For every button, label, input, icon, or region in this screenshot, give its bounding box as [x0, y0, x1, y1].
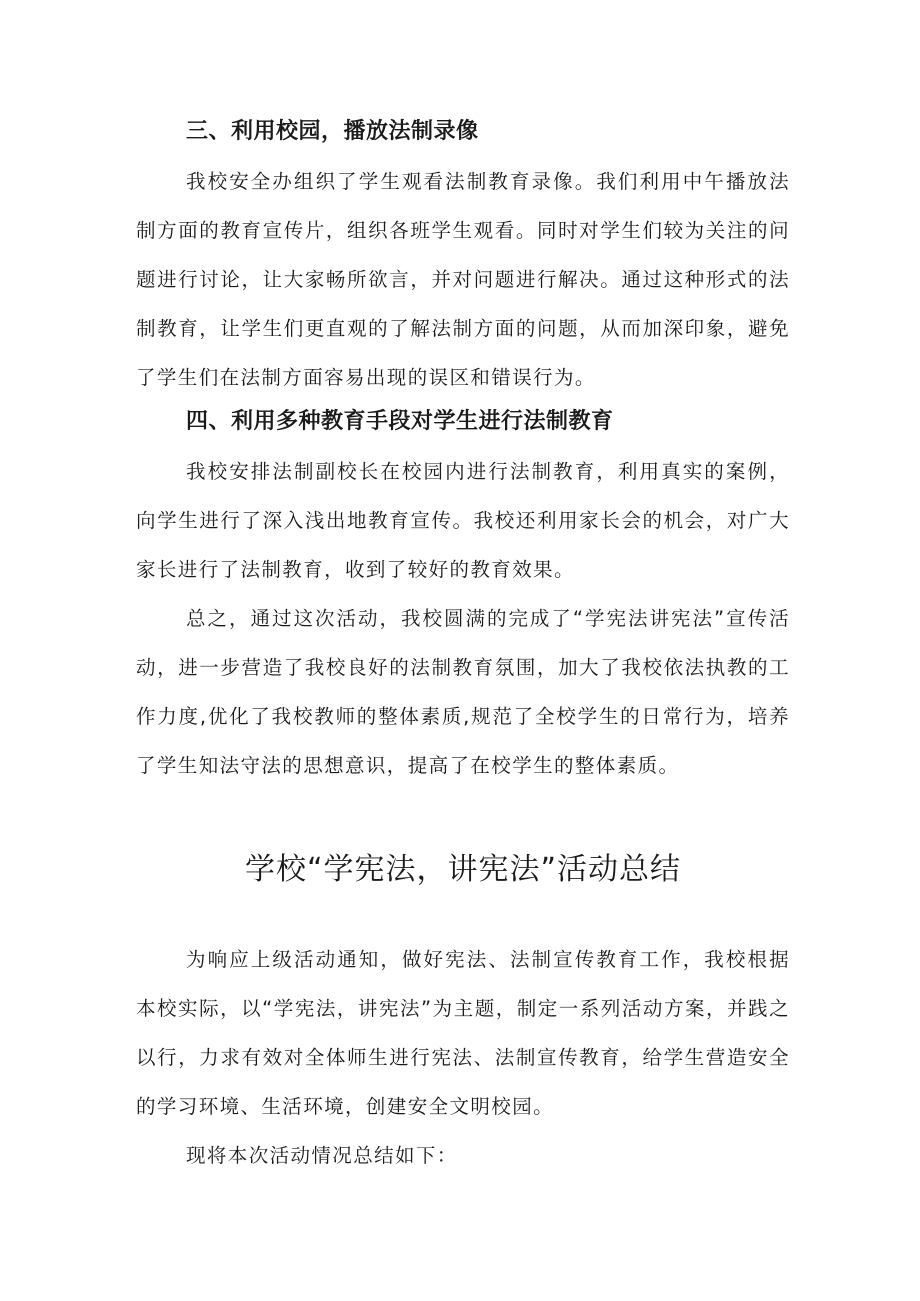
paragraph: 为响应上级活动通知，做好宪法、法制宣传教育工作，我校根据本校实际，以“学宪法，讲宪法”为主题，制定一系列活动方案，并践之以行，力求有效对全体师生进行宪法、法制宣传教育，给学生营造安全的学习环境、生活环境，创建安全文明校园。 — [136, 948, 790, 1118]
paragraph: 我校安排法制副校长在校园内进行法制教育，利用真实的案例，向学生进行了深入浅出地教育宣传。我校还利用家长会的机会，对广大家长进行了法制教育，收到了较好的教育效果。 — [136, 460, 790, 581]
paragraph: 我校安全办组织了学生观看法制教育录像。我们利用中午播放法制方面的教育宣传片，组织各班学生观看。同时对学生们较为关注的问题进行讨论，让大家畅所欲言，并对问题进行解决。通过这种形式的法制教育，让学生们更直观的了解法制方面的问题，从而加深印象，避免了学生们在法制方面容易出现的误区和错误行为。 — [136, 170, 790, 389]
section-heading-3: 三、利用校园，播放法制录像 — [186, 119, 479, 144]
document-page — [136, 112, 790, 1180]
paragraph: 现将本次活动情况总结如下： — [186, 1144, 458, 1167]
paragraph: 总之，通过这次活动，我校圆满的完成了“学宪法讲宪法”宣传活动，进一步营造了我校良好的法制教育氛围，加大了我校依法执教的工作力度,优化了我校教师的整体素质,规范了全校学生的日常行为，培养了学生知法守法的思想意识，提高了在校学生的整体素质。 — [136, 607, 790, 777]
document-title: 学校“学宪法，讲宪法”活动总结 — [244, 852, 682, 887]
spacer — [136, 790, 790, 845]
section-heading-4: 四、利用多种教育手段对学生进行法制教育 — [186, 409, 614, 434]
